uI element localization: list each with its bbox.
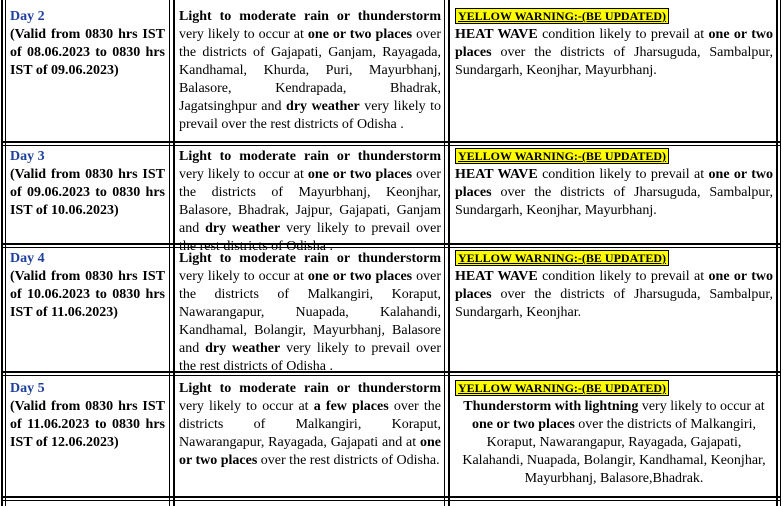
forecast-cell-day2 <box>179 8 441 134</box>
column-divider-2b <box>448 0 450 506</box>
forecast-text: Light to moderate rain or thunderstorm very likely to occur at one or two places over the districts of Malkangiri, Koraput, Nawarangapur, Nuapada, Kalahandi, Kandhamal, Bolangir, Mayurbhanj, Balasore and dry weather very likely to prevail over the rest districts of Odisha . <box>179 251 442 374</box>
column-divider-1 <box>169 0 170 506</box>
table-border-left <box>1 0 3 506</box>
forecast-cell-day4 <box>179 250 441 376</box>
validity-period: (Valid from 0830 hrs IST of 11.06.2023 to 0830 hrs IST of 12.06.2023) <box>10 399 165 450</box>
day-label: Day 4 <box>10 251 45 266</box>
table-border-left-inner <box>5 0 6 506</box>
forecast-text: Light to moderate rain or thunderstorm very likely to occur at a few places over the districts of Malkangiri, Koraput, Nawarangapur, Rayagada, Gajapati and at one or two places over the rest districts of Odisha. <box>179 381 441 468</box>
warning-cell-day3 <box>455 148 773 220</box>
forecast-cell-day3 <box>179 148 441 256</box>
forecast-text: Light to moderate rain or thunderstorm very likely to occur at one or two places over the districts of Gajapati, Ganjam, Rayagada, Kandhamal, Khurda, Puri, Mayurbhanj, Balasore, Kendrapada, Bhadrak, Jagatsinghpur and dry weather very likely to prevail over the rest districts of Odisha . <box>179 9 442 132</box>
yellow-warning-badge: YELLOW WARNING:-(BE UPDATED) <box>455 250 669 266</box>
day-cell-day3 <box>10 148 165 220</box>
table-border-right-inner <box>780 0 781 506</box>
validity-period: (Valid from 0830 hrs IST of 08.06.2023 to 0830 hrs IST of 09.06.2023) <box>10 27 165 78</box>
validity-period: (Valid from 0830 hrs IST of 10.06.2023 to 0830 hrs IST of 11.06.2023) <box>10 269 165 320</box>
forecast-text: Light to moderate rain or thunderstorm very likely to occur at one or two places over the districts of Mayurbhanj, Keonjhar, Balasore, Bhadrak, Jajpur, Gajapati, Ganjam and dry weather very likely to prevail over the rest districts of Odisha . <box>179 149 442 254</box>
warning-text: HEAT WAVE condition likely to prevail at one or two places over the districts of Jharsuguda, Sambalpur, Sundargarh, Keonjhar, Mayurbhanj. <box>455 167 773 218</box>
warning-text: HEAT WAVE condition likely to prevail at one or two places over the districts of Jharsuguda, Sambalpur, Sundargarh, Keonjhar. <box>455 269 773 320</box>
warning-text: Thunderstorm with lightning very likely to occur at one or two places over the districts of Malkangiri, Koraput, Nawarangapur, Rayagada, Gajapati, Kalahandi, Nuapada, Bolangir, Kandhamal, Keonjhar, Mayurbhanj, Balasore,Bhadrak. <box>462 399 766 486</box>
day-cell-day4 <box>10 250 165 322</box>
row-divider-4 <box>1 496 781 498</box>
row-divider-1 <box>1 141 781 143</box>
day-label: Day 3 <box>10 149 45 164</box>
warning-cell-day2 <box>455 8 773 80</box>
yellow-warning-badge: YELLOW WARNING:-(BE UPDATED) <box>455 8 669 24</box>
validity-period: (Valid from 0830 hrs IST of 09.06.2023 to 0830 hrs IST of 10.06.2023) <box>10 167 165 218</box>
row-divider-1b <box>1 145 781 146</box>
day-label: Day 2 <box>10 9 45 24</box>
day-cell-day2 <box>10 8 165 80</box>
table-border-right <box>776 0 778 506</box>
warning-cell-day4 <box>455 250 773 322</box>
warning-text: HEAT WAVE condition likely to prevail at one or two places over the districts of Jharsuguda, Sambalpur, Sundargarh, Keonjhar, Mayurbhanj. <box>455 27 773 78</box>
day-label: Day 5 <box>10 381 45 396</box>
row-divider-4b <box>1 500 781 501</box>
column-divider-1b <box>173 0 175 506</box>
yellow-warning-badge: YELLOW WARNING:-(BE UPDATED) <box>455 380 669 396</box>
forecast-cell-day5 <box>179 380 441 470</box>
warning-cell-day5 <box>455 380 773 488</box>
column-divider-2 <box>444 0 445 506</box>
yellow-warning-badge: YELLOW WARNING:-(BE UPDATED) <box>455 148 669 164</box>
day-cell-day5 <box>10 380 165 452</box>
